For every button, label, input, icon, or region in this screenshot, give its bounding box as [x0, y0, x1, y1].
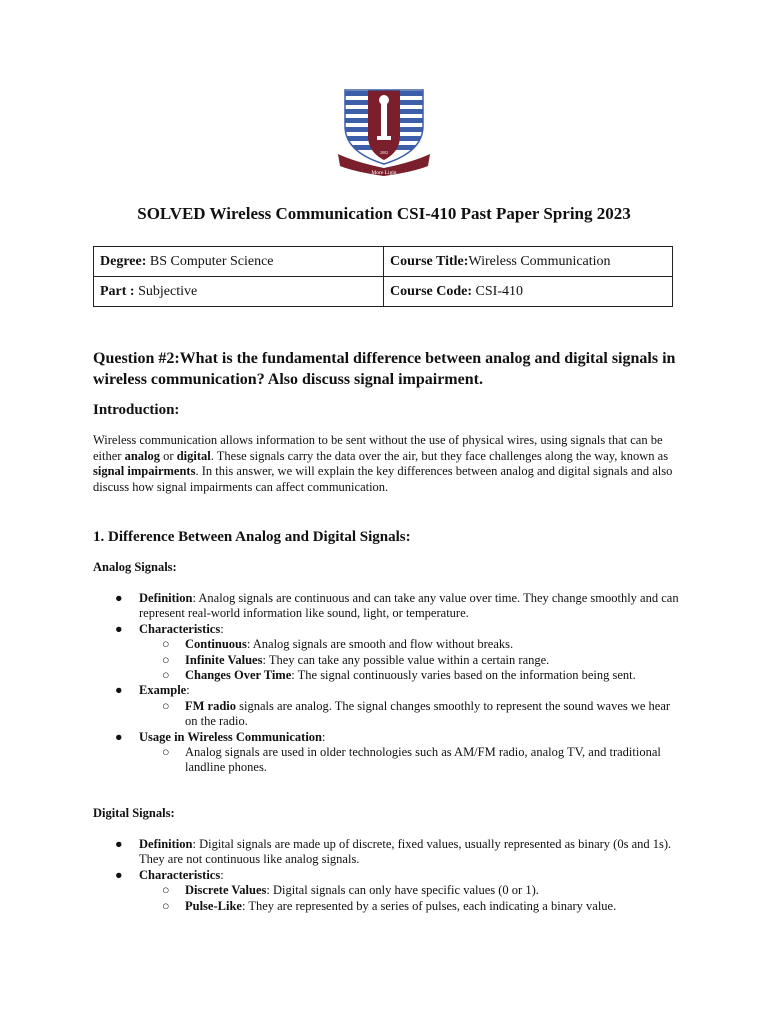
analog-signals-list — [93, 591, 693, 776]
list-item: ● Example: — [115, 683, 190, 698]
part-cell: Part : Subjective — [94, 277, 384, 307]
question-heading: Question #2:What is the fundamental difference between analog and digital signals in wireless communication? Also discuss signal impairment. — [93, 350, 676, 388]
introduction-paragraph: Wireless communication allows information to be sent without the use of physical wires, using signals that can be either analog or digital. These signals carry the data over the air, but they face challenges along the way, known as signal impairments. In this answer, we will explain the key differences between analog and digital signals and also discuss how signal impairments can affect communication. — [93, 433, 673, 494]
course-title-cell: Course Title:Wireless Communication — [384, 247, 673, 277]
sub-list-item: ○ Analog signals are used in older technologies such as AM/FM radio, analog TV, and traditional landline phones. — [162, 745, 661, 775]
course-info-table — [93, 246, 673, 307]
sub-list-item: ○ Discrete Values: Digital signals can only have specific values (0 or 1). — [162, 883, 539, 898]
sub-list-item: ○ Changes Over Time: The signal continuously varies based on the information being sent. — [162, 668, 636, 683]
bullet-icon: ● — [115, 591, 123, 605]
circle-bullet-icon: ○ — [162, 637, 170, 652]
bullet-icon: ● — [115, 621, 123, 636]
analog-signals-heading: Analog Signals: — [93, 560, 177, 574]
circle-bullet-icon: ○ — [162, 745, 170, 760]
digital-signals-heading: Digital Signals: — [93, 806, 175, 820]
list-item: ● Usage in Wireless Communication: — [115, 729, 326, 744]
sub-list-item: ○ FM radio signals are analog. The signal changes smoothly to represent the sound waves we hear on the radio. — [162, 698, 671, 729]
bullet-icon: ● — [115, 867, 123, 882]
circle-bullet-icon: ○ — [162, 698, 170, 713]
university-crest-logo — [335, 86, 433, 178]
crest-year: 2002 — [380, 150, 388, 155]
table-row — [94, 247, 673, 277]
digital-signals-list — [93, 837, 693, 914]
section-heading: 1. Difference Between Analog and Digital Signals: — [93, 529, 411, 545]
crest-motto: More Light — [371, 170, 397, 176]
list-item: ● Definition: Digital signals are made up of discrete, fixed values, usually represented as binary (0s and 1s). They are not continuous like analog signals. — [115, 837, 672, 867]
circle-bullet-icon: ○ — [162, 883, 170, 898]
bullet-icon: ● — [115, 729, 123, 744]
sub-list-item: ○ Infinite Values: They can take any possible value within a certain range. — [162, 652, 550, 667]
bullet-icon: ● — [115, 683, 123, 698]
introduction-heading: Introduction: — [93, 402, 180, 418]
circle-bullet-icon: ○ — [162, 652, 170, 667]
bullet-icon: ● — [115, 837, 123, 851]
circle-bullet-icon: ○ — [162, 898, 170, 913]
list-item: ● Definition: Analog signals are continuous and can take any value over time. They change smoothly and can represent real-world information like sound, light, or temperature. — [115, 591, 679, 621]
degree-cell: Degree: BS Computer Science — [94, 247, 384, 277]
circle-bullet-icon: ○ — [162, 668, 170, 683]
list-item: ● Characteristics: — [115, 621, 224, 636]
sub-list-item: ○ Pulse-Like: They are represented by a series of pulses, each indicating a binary value. — [162, 898, 617, 913]
page-title: SOLVED Wireless Communication CSI-410 Past Paper Spring 2023 — [137, 204, 631, 223]
table-row — [94, 277, 673, 307]
course-code-cell: Course Code: CSI-410 — [384, 277, 673, 307]
sub-list-item: ○ Continuous: Analog signals are smooth and flow without breaks. — [162, 637, 514, 652]
list-item: ● Characteristics: — [115, 867, 224, 882]
